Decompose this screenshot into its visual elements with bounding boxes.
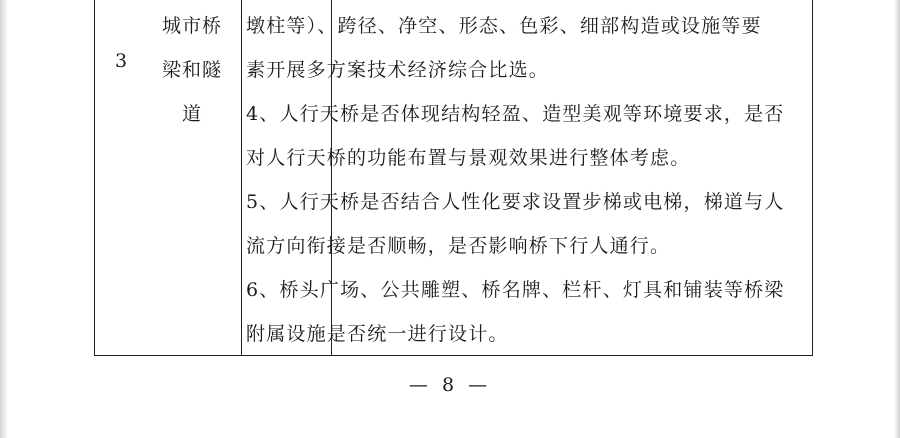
text-line: 5、人行天桥是否结合人性化要求设置步梯或电梯，梯道与人 bbox=[246, 191, 785, 213]
text-line: 流方向衔接是否顺畅，是否影响桥下行人通行。 bbox=[246, 235, 671, 257]
page-number: — 8 — bbox=[408, 374, 492, 396]
category-line: 道 bbox=[181, 103, 202, 125]
row-number-cell: 3 bbox=[114, 50, 128, 72]
text-line: 附属设施是否统一进行设计。 bbox=[246, 323, 509, 345]
category-cell bbox=[150, 4, 234, 136]
text-line: 素开展多方案技术经济综合比选。 bbox=[246, 59, 550, 81]
page-edge-shadow-left bbox=[0, 0, 8, 438]
text-line: 墩柱等）、跨径、净空、形态、色彩、细部构造或设施等要 bbox=[246, 15, 762, 37]
text-line: 6、桥头广场、公共雕塑、桥名牌、栏杆、灯具和铺装等桥梁 bbox=[246, 279, 785, 301]
requirements-cell bbox=[246, 4, 808, 356]
category-line: 城市桥 bbox=[161, 15, 222, 37]
column-divider-1 bbox=[241, 0, 242, 356]
text-line: 对人行天桥的功能布置与景观效果进行整体考虑。 bbox=[246, 147, 691, 169]
category-line: 梁和隧 bbox=[161, 59, 222, 81]
page-edge-shadow-right bbox=[894, 0, 900, 438]
text-line: 4、人行天桥是否体现结构轻盈、造型美观等环境要求，是否 bbox=[246, 103, 785, 125]
